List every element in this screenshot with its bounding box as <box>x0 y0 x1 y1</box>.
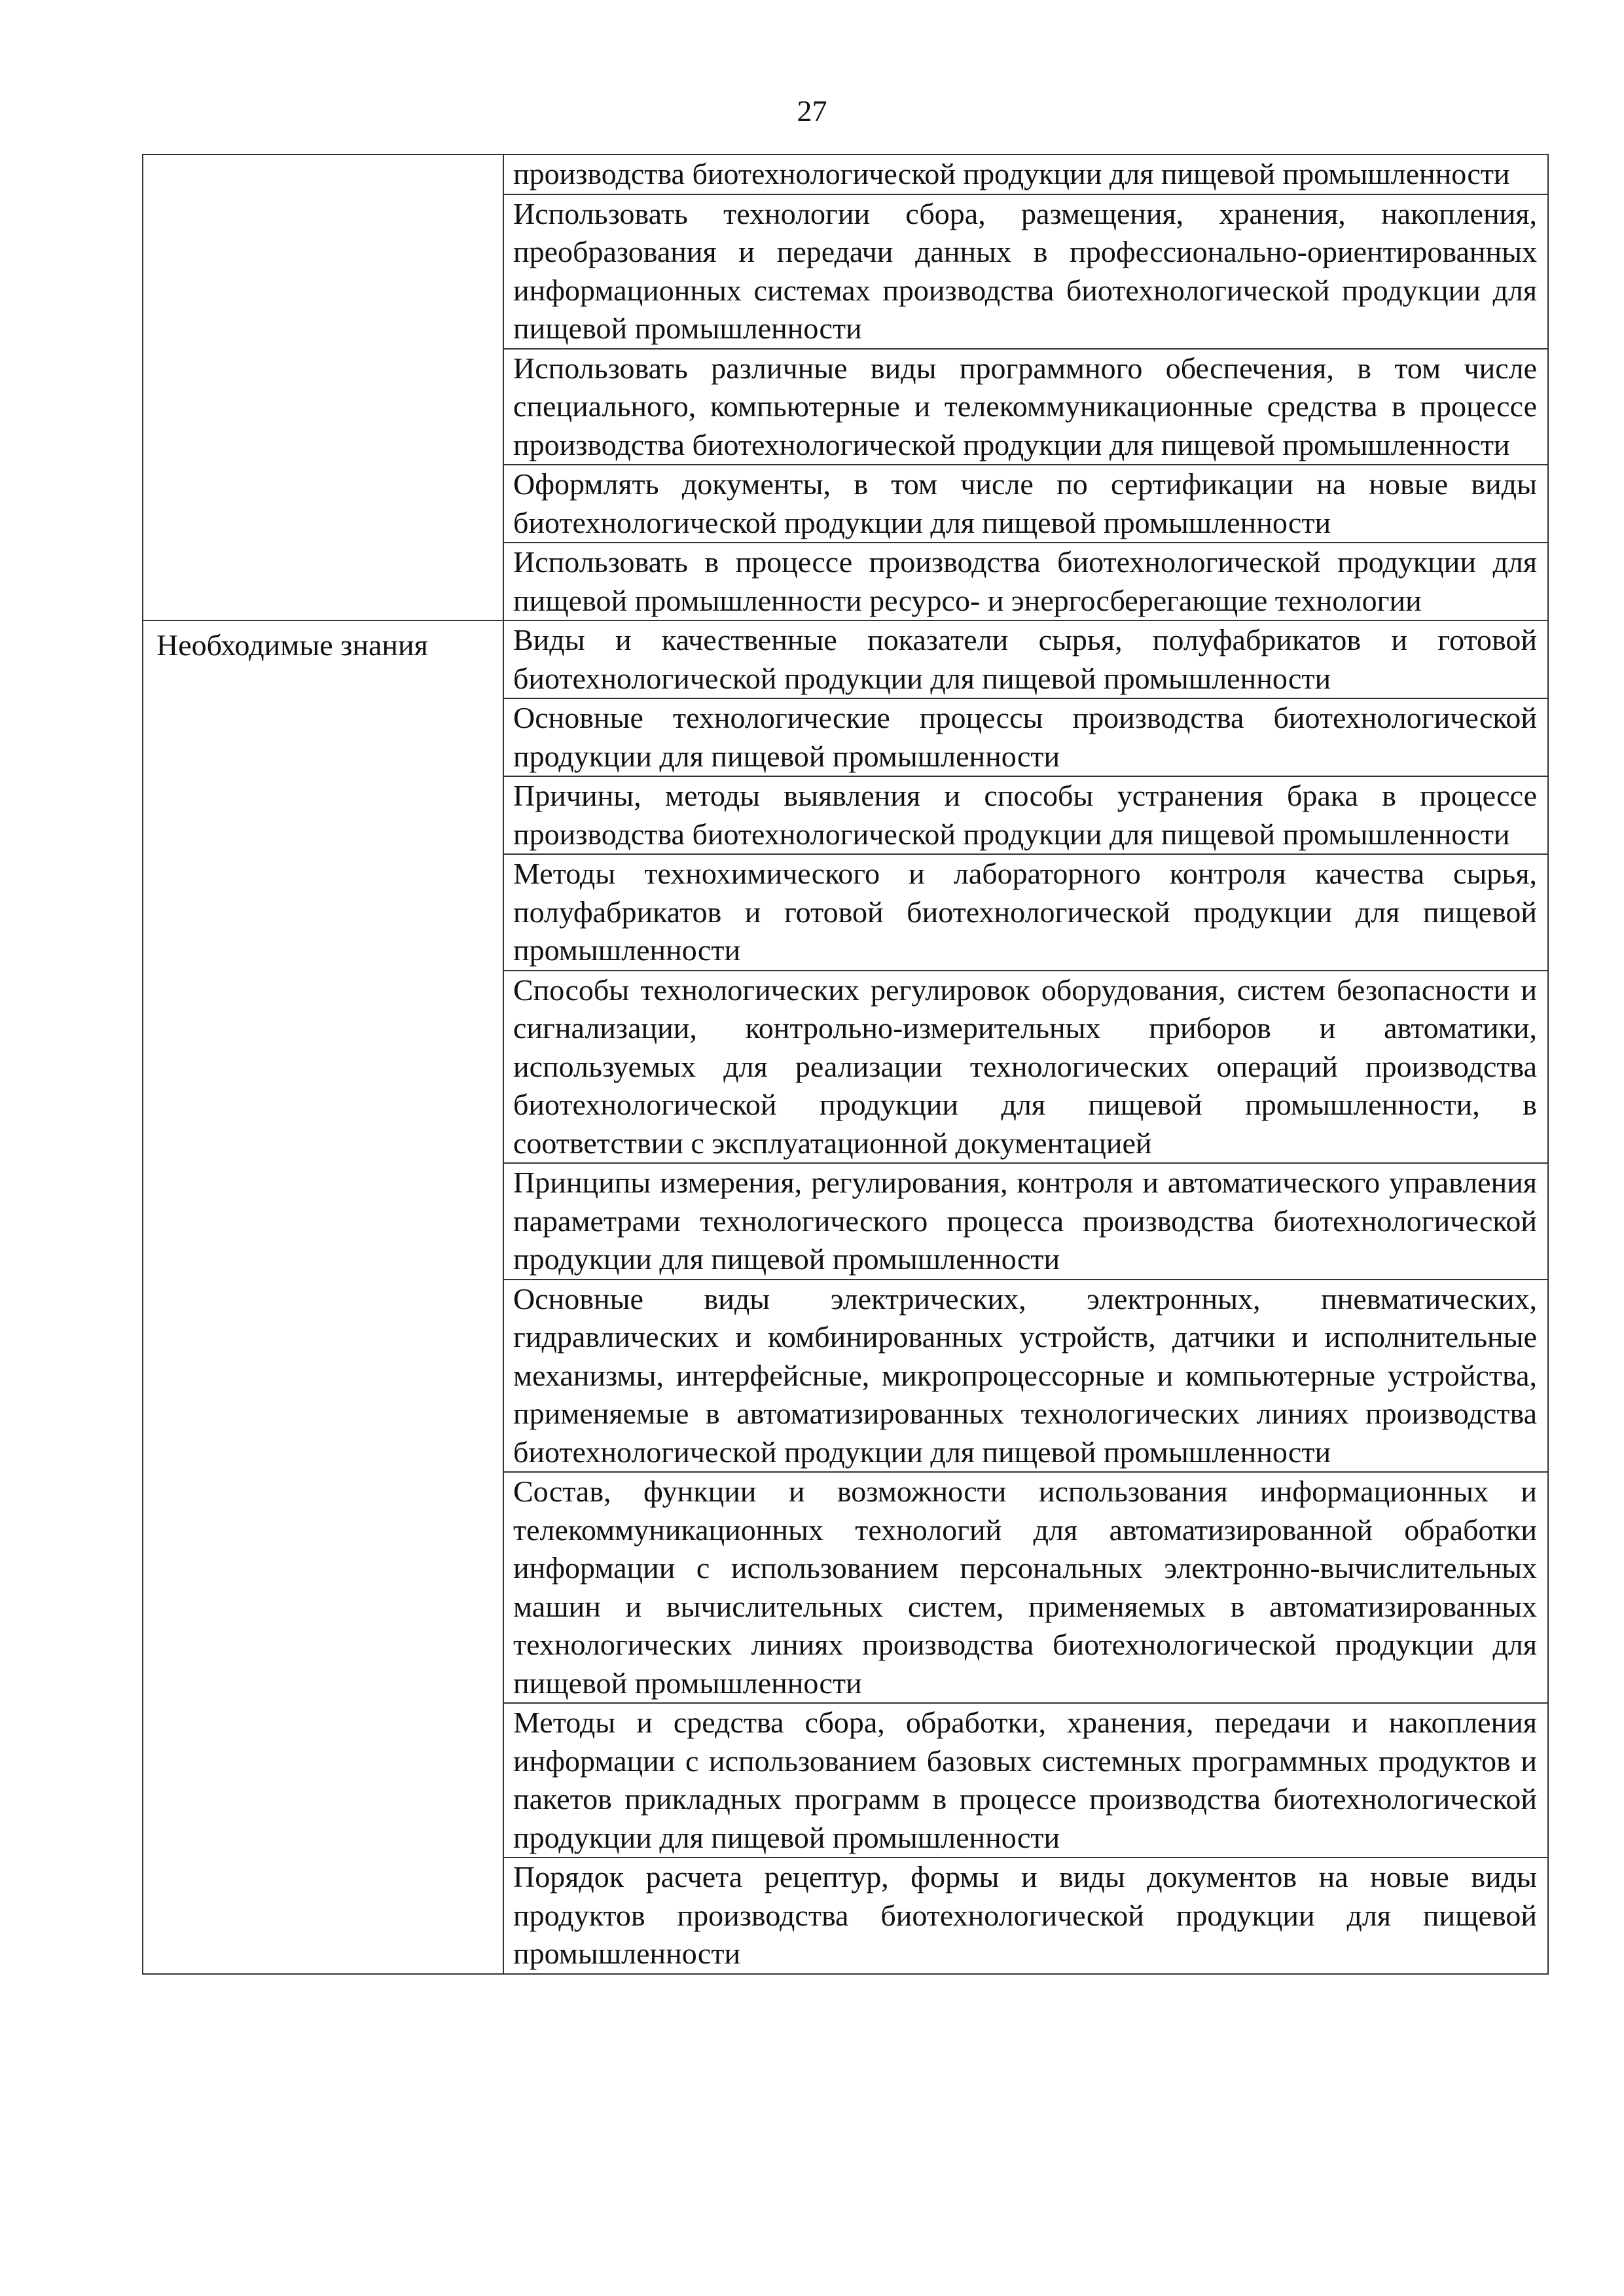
knowledge-item: Способы технологических регулировок оборудования, систем безопасности и сигнализации, контрольно-измерительных приборов и автоматики, используемых для реализации технологических операций производства биотехнологической продукции для пищевой промышленности, в соответствии с эксплуатационной документацией <box>503 971 1548 1164</box>
knowledge-item: Методы технохимического и лабораторного контроля качества сырья, полуфабрикатов и готовой биотехнологической продукции для пищевой промышленности <box>503 854 1548 971</box>
knowledge-item: Причины, методы выявления и способы устранения брака в процессе производства биотехнологической продукции для пищевой промышленности <box>503 776 1548 854</box>
knowledge-label: Необходимые знания <box>143 620 503 1974</box>
competency-table <box>142 154 1549 1975</box>
skill-item: Оформлять документы, в том числе по сертификации на новые виды биотехнологической продукции для пищевой промышленности <box>503 465 1548 543</box>
knowledge-item: Основные виды электрических, электронных, пневматических, гидравлических и комбинированных устройств, датчики и исполнительные механизмы, интерфейсные, микропроцессорные и компьютерные устройства, применяемые в автоматизированных технологических линиях производства биотехнологической продукции для пищевой промышленности <box>503 1280 1548 1473</box>
page-number: 27 <box>797 94 827 128</box>
skill-item: Использовать в процессе производства биотехнологической продукции для пищевой промышленности ресурсо- и энергосберегающие технологии <box>503 543 1548 620</box>
knowledge-item: Состав, функции и возможности использования информационных и телекоммуникационных технологий для автоматизированной обработки информации с использованием персональных электронно-вычислительных машин и вычислительных систем, применяемых в автоматизированных технологических линиях производства биотехнологической продукции для пищевой промышленности <box>503 1472 1548 1703</box>
skills-label-cell <box>143 154 503 620</box>
knowledge-item: Принципы измерения, регулирования, контроля и автоматического управления параметрами технологического процесса производства биотехнологической продукции для пищевой промышленности <box>503 1163 1548 1280</box>
knowledge-item: Порядок расчета рецептур, формы и виды документов на новые виды продуктов производства биотехнологической продукции для пищевой промышленности <box>503 1857 1548 1974</box>
skill-item: Использовать различные виды программного обеспечения, в том числе специального, компьютерные и телекоммуникационные средства в процессе производства биотехнологической продукции для пищевой промышленности <box>503 349 1548 465</box>
knowledge-item: Методы и средства сбора, обработки, хранения, передачи и накопления информации с использованием базовых системных программных продуктов и пакетов прикладных программ в процессе производства биотехнологической продукции для пищевой промышленности <box>503 1703 1548 1857</box>
table-row <box>143 154 1548 194</box>
knowledge-item: Основные технологические процессы производства биотехнологической продукции для пищевой промышленности <box>503 698 1548 776</box>
skill-item: Использовать технологии сбора, размещения, хранения, накопления, преобразования и передачи данных в профессионально-ориентированных информационных системах производства биотехнологической продукции для пищевой промышленности <box>503 194 1548 349</box>
skill-item: производства биотехнологической продукции для пищевой промышленности <box>503 154 1548 194</box>
knowledge-item: Виды и качественные показатели сырья, полуфабрикатов и готовой биотехнологической продукции для пищевой промышленности <box>503 620 1548 698</box>
table-row <box>143 620 1548 698</box>
